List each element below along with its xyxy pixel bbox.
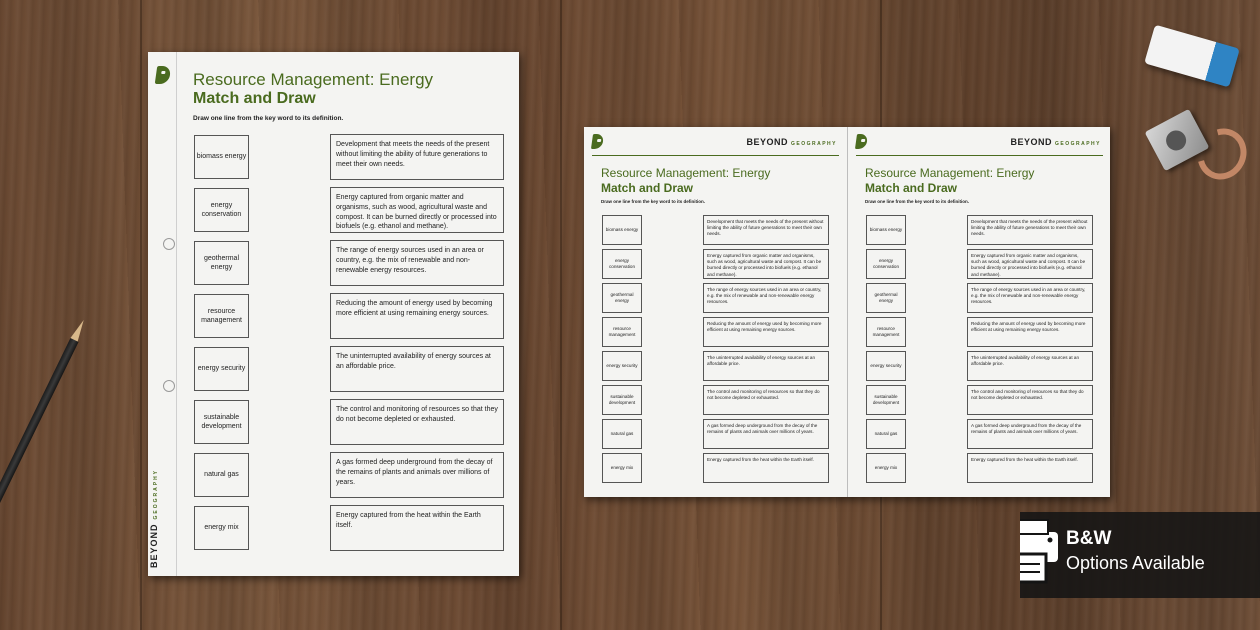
- keyword-box: geothermal energy: [866, 283, 906, 313]
- definition-box: Energy captured from organic matter and organisms, such as wood, agricultural waste and compost. It can be burned directly or processed into biofuels (e.g. ethanol and methane).: [967, 249, 1093, 279]
- beyond-logo-icon: [591, 134, 604, 149]
- pencil-image: [0, 338, 79, 589]
- page-subtitle: Match and Draw: [601, 181, 694, 195]
- keyword-box: resource management: [194, 294, 249, 338]
- keyword-box: sustainable development: [602, 385, 642, 415]
- keyword-box: natural gas: [866, 419, 906, 449]
- definition-box: Reducing the amount of energy used by becoming more efficient at using remaining energy sources.: [703, 317, 829, 347]
- keyword-box: energy conservation: [866, 249, 906, 279]
- keyword-box: sustainable development: [194, 400, 249, 444]
- worksheet-booklet: [584, 127, 1110, 497]
- keyword-box: natural gas: [602, 419, 642, 449]
- definition-box: The control and monitoring of resources so that they do not become depleted or exhausted.: [967, 385, 1093, 415]
- keyword-box: energy mix: [602, 453, 642, 483]
- definition-box: The range of energy sources used in an area or country, e.g. the mix of renewable and non-renewable energy resources.: [330, 240, 504, 286]
- page-instruction: Draw one line from the key word to its definition.: [865, 199, 970, 204]
- badge-line2: Options Available: [1066, 553, 1205, 573]
- vertical-brand: BEYONDGEOGRAPHY: [149, 468, 159, 568]
- definition-box: Development that meets the needs of the present without limiting the ability of future generations to meet their own needs.: [967, 215, 1093, 245]
- keyword-box: energy mix: [866, 453, 906, 483]
- keyword-box: geothermal energy: [194, 241, 249, 285]
- keyword-box: resource management: [602, 317, 642, 347]
- beyond-logo-icon: [855, 134, 868, 149]
- header-rule: [856, 155, 1103, 156]
- definition-box: Energy captured from organic matter and organisms, such as wood, agricultural waste and compost. It can be burned directly or processed into biofuels (e.g. ethanol and methane).: [330, 187, 504, 233]
- definition-box: The uninterrupted availability of energy sources at an affordable price.: [330, 346, 504, 392]
- definition-box: Energy captured from the heat within the Earth itself.: [703, 453, 829, 483]
- definition-box: A gas formed deep underground from the decay of the remains of plants and animals over millions of years.: [967, 419, 1093, 449]
- keyword-box: energy security: [866, 351, 906, 381]
- keyword-box: energy conservation: [602, 249, 642, 279]
- booklet-page-left: [584, 127, 847, 497]
- definition-box: Energy captured from the heat within the Earth itself.: [330, 505, 504, 551]
- badge-line1: B&W: [1066, 528, 1112, 549]
- punch-hole: [163, 238, 175, 250]
- definition-box: Reducing the amount of energy used by becoming more efficient at using remaining energy sources.: [967, 317, 1093, 347]
- keyword-box: biomass energy: [194, 135, 249, 179]
- keyword-box: natural gas: [194, 453, 249, 497]
- keyword-box: energy conservation: [194, 188, 249, 232]
- punch-hole: [163, 380, 175, 392]
- definition-box: The uninterrupted availability of energy sources at an affordable price.: [703, 351, 829, 381]
- definition-box: The range of energy sources used in an area or country, e.g. the mix of renewable and non-renewable energy resources.: [967, 283, 1093, 313]
- keyword-box: sustainable development: [866, 385, 906, 415]
- definition-box: The range of energy sources used in an area or country, e.g. the mix of renewable and non-renewable energy resources.: [703, 283, 829, 313]
- header-rule: [592, 155, 839, 156]
- worksheet-single-page: [148, 52, 519, 576]
- page-brand: BEYOND GEOGRAPHY: [1010, 137, 1101, 147]
- worksheet-subtitle: Match and Draw: [193, 90, 316, 107]
- bw-options-badge: [1020, 512, 1260, 598]
- definition-box: Development that meets the needs of the present without limiting the ability of future generations to meet their own needs.: [703, 215, 829, 245]
- definition-box: The control and monitoring of resources so that they do not become depleted or exhausted.: [703, 385, 829, 415]
- page-title: Resource Management: Energy: [601, 166, 771, 180]
- sheet-sidebar: [148, 52, 177, 576]
- definition-box: The control and monitoring of resources so that they do not become depleted or exhausted.: [330, 399, 504, 445]
- beyond-logo-icon: [155, 66, 172, 84]
- worksheet-title: Resource Management: Energy: [193, 70, 434, 89]
- keyword-box: biomass energy: [602, 215, 642, 245]
- page-instruction: Draw one line from the key word to its definition.: [601, 199, 706, 204]
- eraser-image: [1144, 25, 1240, 88]
- definition-box: A gas formed deep underground from the decay of the remains of plants and animals over millions of years.: [330, 452, 504, 498]
- definition-box: Development that meets the needs of the present without limiting the ability of future generations to meet their own needs.: [330, 134, 504, 180]
- booklet-page-right: [848, 127, 1111, 497]
- keyword-box: energy security: [602, 351, 642, 381]
- keyword-box: energy security: [194, 347, 249, 391]
- keyword-box: biomass energy: [866, 215, 906, 245]
- definition-box: Energy captured from organic matter and organisms, such as wood, agricultural waste and compost. It can be burned directly or processed into biofuels (e.g. ethanol and methane).: [703, 249, 829, 279]
- page-brand: BEYOND GEOGRAPHY: [746, 137, 837, 147]
- definition-box: Reducing the amount of energy used by becoming more efficient at using remaining energy sources.: [330, 293, 504, 339]
- page-subtitle: Match and Draw: [865, 181, 958, 195]
- page-title: Resource Management: Energy: [865, 166, 1035, 180]
- keyword-box: energy mix: [194, 506, 249, 550]
- wood-seam: [140, 0, 142, 630]
- keyword-box: geothermal energy: [602, 283, 642, 313]
- definition-box: A gas formed deep underground from the decay of the remains of plants and animals over millions of years.: [703, 419, 829, 449]
- keyword-box: resource management: [866, 317, 906, 347]
- wood-seam: [560, 0, 562, 630]
- definition-box: Energy captured from the heat within the Earth itself.: [967, 453, 1093, 483]
- definition-box: The uninterrupted availability of energy sources at an affordable price.: [967, 351, 1093, 381]
- worksheet-instruction: Draw one line from the key word to its definition.: [193, 115, 344, 122]
